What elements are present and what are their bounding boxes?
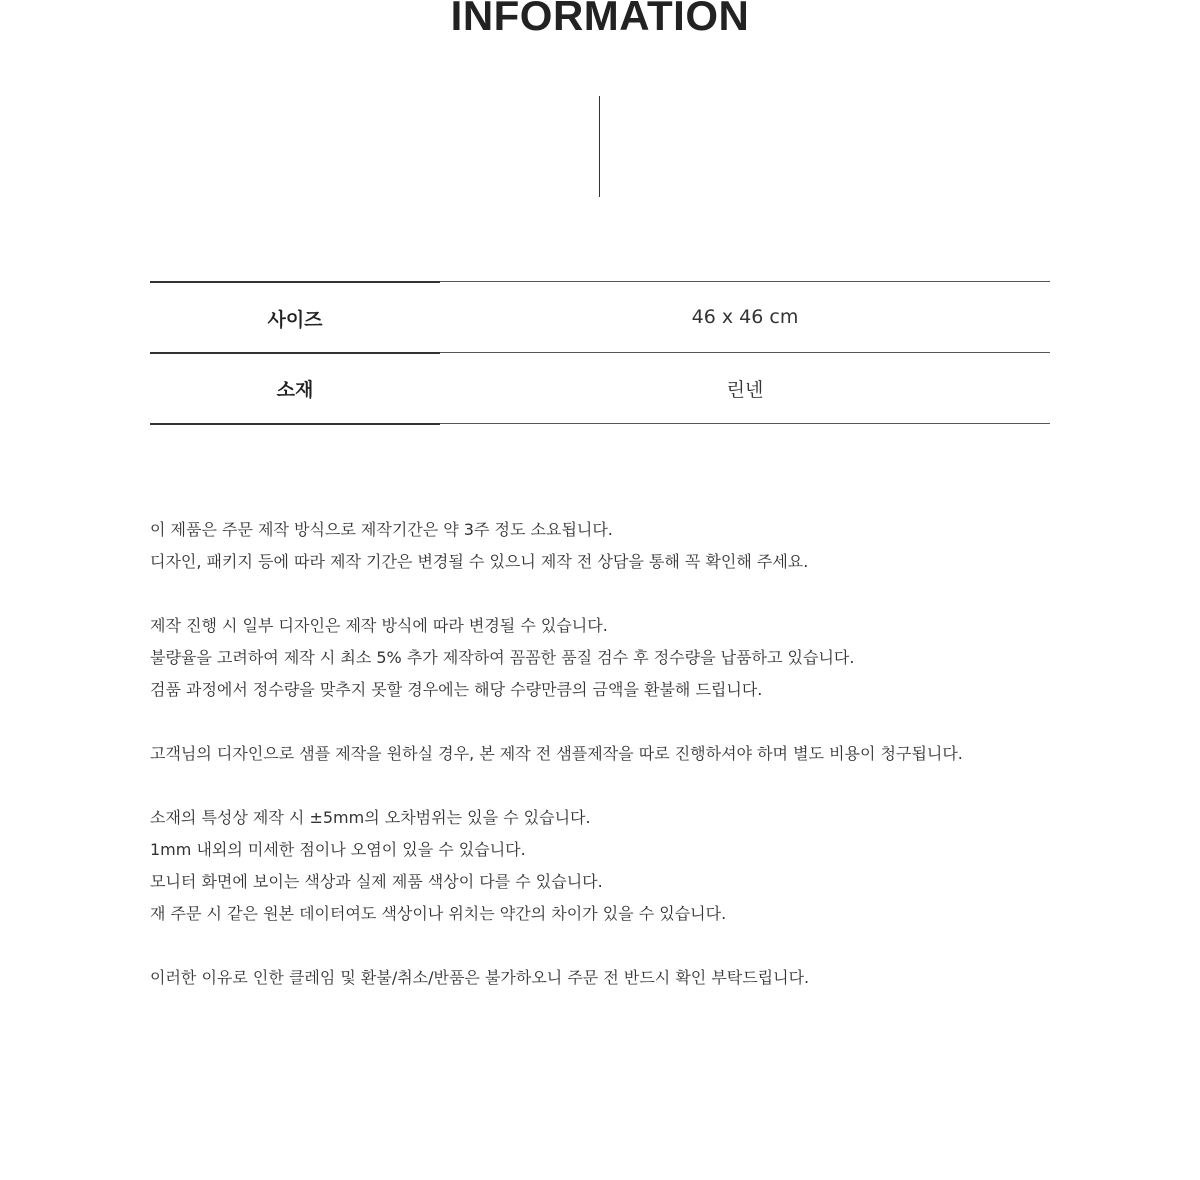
note-line: 이러한 이유로 인한 클레임 및 환불/취소/반품은 불가하오니 주문 전 반드시 확인 부탁드립니다. [150,968,810,987]
spec-value: 46 x 46 cm [691,306,799,328]
note-line: 재 주문 시 같은 원본 데이터여도 색상이나 위치는 약간의 차이가 있을 수 있습니다. [150,904,727,923]
note-spacer [150,930,1050,962]
page-title: INFORMATION [450,0,750,39]
note-spacer [150,578,1050,610]
note-spacer [150,706,1050,738]
spec-row-size [150,281,1050,352]
note-line: 디자인, 패키지 등에 따라 제작 기간은 변경될 수 있으니 제작 전 상담을 통해 꼭 확인해 주세요. [150,552,809,571]
note-line: 고객님의 디자인으로 샘플 제작을 원하실 경우, 본 제작 전 샘플제작을 따로 진행하셔야 하며 별도 비용이 청구됩니다. [150,744,963,763]
spec-label: 사이즈 [150,281,440,353]
note-line: 1mm 내외의 미세한 점이나 오염이 있을 수 있습니다. [150,840,526,859]
note-line: 모니터 화면에 보이는 색상과 실제 제품 색상이 다를 수 있습니다. [150,872,603,891]
spec-value: 린넨 [726,378,764,401]
note-line: 제작 진행 시 일부 디자인은 제작 방식에 따라 변경될 수 있습니다. [150,616,608,635]
note-spacer [150,770,1050,802]
note-line: 불량율을 고려하여 제작 시 최소 5% 추가 제작하여 꼼꼼한 품질 검수 후 정수량을 납품하고 있습니다. [150,648,855,667]
note-line: 검품 과정에서 정수량을 맞추지 못할 경우에는 해당 수량만큼의 금액을 환불해 드립니다. [150,680,763,699]
note-line: 소재의 특성상 제작 시 ±5mm의 오차범위는 있을 수 있습니다. [150,808,591,827]
notes-section [150,514,1050,994]
spec-row-material [150,352,1050,424]
vertical-divider [599,96,600,197]
note-line: 이 제품은 주문 제작 방식으로 제작기간은 약 3주 정도 소요됩니다. [150,520,613,539]
spec-label: 소재 [150,352,440,425]
spec-table [150,281,1050,424]
